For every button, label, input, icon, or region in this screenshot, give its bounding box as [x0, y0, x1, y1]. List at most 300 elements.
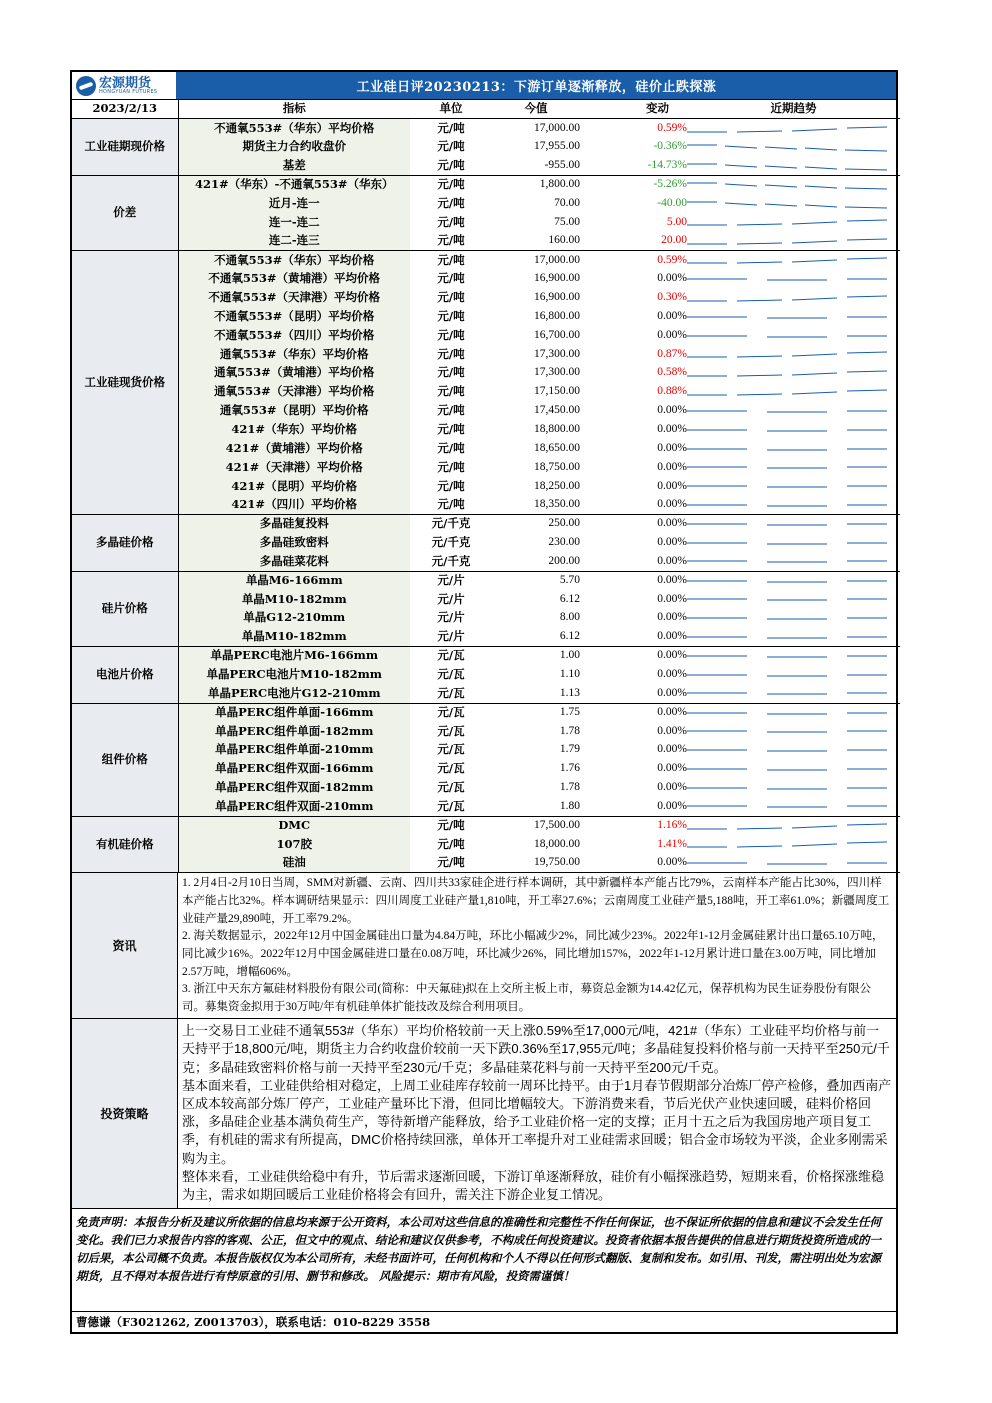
sparkline-icon — [687, 478, 887, 494]
sparkline-icon — [687, 742, 887, 758]
table-row — [72, 665, 900, 684]
sparkline-icon — [687, 818, 887, 834]
table-row — [72, 533, 900, 552]
sparkline-icon — [687, 271, 887, 287]
strategy-paragraph: 上一交易日工业硅不通氧553#（华东）平均价格较前一天上涨0.59%至17,000元/吨，421#（华东）工业硅平均价格与前一天持平于18,800元/吨，期货主力合约收盘价较前一天下跌0.36%至17,955元/吨；多晶硅复投料价格与前一天持平至250元/千克；多晶硅致密料价格与前一天持平至230元/千克；多晶硅菜花料与前一天持平至200元/千克。 — [182, 1023, 890, 1075]
indicator-name: 近月-连一 — [178, 194, 410, 213]
unit: 元/吨 — [410, 496, 492, 515]
indicator-name: 期货主力合约收盘价 — [178, 138, 410, 157]
unit: 元/吨 — [437, 440, 465, 455]
indicator-name: 421#（华东）平均价格 — [178, 420, 410, 439]
indicator-name: 单晶PERC电池片G12-210mm — [178, 684, 410, 703]
disclaimer-text: 免责声明：本报告分析及建议所依据的信息均来源于公开资料，本公司对这些信息的准确性和完整性不作任何保证，也不保证所依据的信息和建议不会发生任何变化。我们已力求报告内容的客观、公正，但文中的观点、结论和建议仅供参考，不构成任何投资建议。投资者依据本报告提供的信息进行期货投资所造成的一切后果，本公司概不负责。本报告版权仅为本公司所有，未经书面许可，任何机构和个人不得以任何形式翻版、复制和发布。如引用、刊发，需注明出处为宏源期货，且不得对本报告进行有悖原意的引用、删节和修改。 — [76, 1215, 881, 1284]
indicator-name: 单晶M10-182mm — [178, 590, 410, 609]
report — [70, 70, 898, 1334]
unit: 元/片 — [437, 610, 465, 625]
unit: 元/吨 — [437, 120, 465, 135]
section-label: 组件价格 — [72, 703, 178, 816]
change-value: 0.00% — [657, 309, 687, 322]
trend-sparkline — [687, 439, 900, 458]
current-value: 18,650.00 — [534, 441, 580, 454]
indicator-name: 多晶硅菜花料 — [178, 552, 410, 571]
table-row — [72, 628, 900, 647]
current-value: 18,800.00 — [534, 423, 580, 436]
current-value: 1.00 — [559, 649, 580, 662]
table-row — [72, 383, 900, 402]
change-value: 0.00% — [657, 404, 687, 417]
trend-sparkline — [687, 722, 900, 741]
change-value: 0.00% — [657, 536, 687, 549]
trend-sparkline — [687, 628, 900, 647]
trend-sparkline — [687, 138, 900, 157]
unit: 元/吨 — [437, 139, 465, 154]
current-value: 17,450.00 — [534, 404, 580, 417]
unit: 元/瓦 — [410, 797, 492, 816]
col-header-trend: 近期趋势 — [687, 100, 900, 119]
trend-sparkline — [687, 665, 900, 684]
sparkline-icon — [687, 365, 887, 381]
change-value: 0.00% — [657, 592, 687, 605]
news-label: 资讯 — [72, 873, 178, 1018]
unit: 元/吨 — [410, 157, 492, 176]
indicator-name: 421#（华东）-不通氧553#（华东） — [178, 175, 410, 194]
change-value: 0.00% — [657, 517, 687, 530]
change-value: 0.00% — [657, 705, 687, 718]
section-label: 工业硅期现价格 — [72, 119, 178, 176]
change-value: -14.73% — [580, 157, 687, 176]
indicator-name: 不通氧553#（四川）平均价格 — [178, 326, 410, 345]
risk-warning: 风险提示：期市有风险，投资需谨慎！ — [379, 1269, 575, 1284]
sparkline-icon — [687, 121, 887, 137]
strategy-body — [178, 1019, 896, 1208]
current-value: 200.00 — [492, 552, 580, 571]
sparkline-icon — [687, 403, 887, 419]
change-value: 0.59% — [657, 121, 687, 134]
current-value: 1.80 — [492, 797, 580, 816]
change-value: 0.00% — [657, 649, 687, 662]
current-value: 75.00 — [554, 215, 580, 228]
indicator-name: 421#（昆明）平均价格 — [178, 477, 410, 496]
logo-name-en: HONGYUAN FUTURES — [99, 88, 158, 95]
current-value: 16,900.00 — [534, 272, 580, 285]
sparkline-icon — [687, 610, 887, 626]
section-label: 工业硅现货价格 — [72, 251, 178, 515]
current-value: 230.00 — [548, 536, 580, 549]
strategy-label: 投资策略 — [72, 1019, 178, 1208]
trend-sparkline — [687, 458, 900, 477]
change-value: 0.00% — [657, 460, 687, 473]
table-row — [72, 326, 900, 345]
col-header-change: 变动 — [580, 100, 687, 119]
indicator-name: 连二-连三 — [178, 232, 410, 251]
table-row — [72, 119, 900, 138]
change-value: 0.00% — [657, 667, 687, 680]
sparkline-icon — [687, 328, 887, 344]
table-row — [72, 854, 900, 873]
indicator-name: 不通氧553#（昆明）平均价格 — [178, 307, 410, 326]
trend-sparkline — [687, 402, 900, 421]
current-value: 17,150.00 — [534, 385, 580, 398]
table-header-row — [72, 100, 900, 119]
current-value: 1.10 — [559, 667, 580, 680]
price-table — [72, 100, 900, 873]
trend-sparkline — [687, 797, 900, 816]
sparkline-icon — [687, 309, 887, 325]
table-row — [72, 138, 900, 157]
change-value: 0.87% — [657, 347, 687, 360]
current-value: 1.75 — [559, 705, 580, 718]
sparkline-icon — [687, 384, 887, 400]
sparkline-icon — [687, 591, 887, 607]
unit: 元/吨 — [437, 195, 465, 210]
sparkline-icon — [687, 139, 887, 155]
change-value: 0.00% — [580, 496, 687, 515]
trend-sparkline — [687, 609, 900, 628]
indicator-name: 通氧553#（黄埔港）平均价格 — [178, 364, 410, 383]
news-item: 2. 海关数据显示，2022年12月中国金属硅出口量为4.84万吨，环比小幅减少2%，同比减少23%。2022年1-12月金属硅累计出口量65.10万吨，同比减少16%。2022年12月中国金属硅进口量在0.08万吨，环比减少26%，同比增加157%，2022年1-12月累计进口量在3.00万吨，同比增加2.57万吨，增幅606%。 — [182, 930, 884, 978]
sparkline-icon — [687, 233, 887, 249]
sparkline-icon — [687, 516, 887, 532]
current-value: 17,000.00 — [534, 253, 580, 266]
indicator-name: 单晶PERC电池片M6-166mm — [178, 646, 410, 665]
indicator-name: 单晶M6-166mm — [178, 571, 410, 590]
current-value: 1.78 — [559, 781, 580, 794]
trend-sparkline — [687, 854, 900, 873]
table-row — [72, 345, 900, 364]
unit: 元/吨 — [437, 403, 465, 418]
trend-sparkline — [687, 552, 900, 571]
unit: 元/瓦 — [437, 780, 465, 795]
section-label: 硅片价格 — [72, 571, 178, 646]
trend-sparkline — [687, 684, 900, 703]
unit: 元/吨 — [437, 290, 465, 305]
indicator-name: 421#（天津港）平均价格 — [178, 458, 410, 477]
trend-sparkline — [687, 571, 900, 590]
trend-sparkline — [687, 383, 900, 402]
table-row — [72, 458, 900, 477]
current-value: 1.79 — [559, 743, 580, 756]
table-row — [72, 477, 900, 496]
trend-sparkline — [687, 741, 900, 760]
sparkline-icon — [687, 459, 887, 475]
table-row — [72, 835, 900, 854]
sparkline-icon — [687, 667, 887, 683]
current-value: 19,750.00 — [492, 854, 580, 873]
indicator-name: 421#（黄埔港）平均价格 — [178, 439, 410, 458]
indicator-name: 不通氧553#（华东）平均价格 — [178, 119, 410, 138]
indicator-name: 不通氧553#（天津港）平均价格 — [178, 288, 410, 307]
news-item: 3. 浙江中天东方氟硅材料股份有限公司(简称：中天氟硅)拟在上交所主板上市，募资总金额为14.42亿元，保荐机构为民生证券股份有限公司。募集资金拟用于30万吨/年有机硅单体扩能技改及综合利用项目。 — [182, 983, 872, 1014]
current-value: 18,750.00 — [534, 460, 580, 473]
unit: 元/吨 — [410, 232, 492, 251]
unit: 元/吨 — [437, 365, 465, 380]
sparkline-icon — [687, 441, 887, 457]
trend-sparkline — [687, 270, 900, 289]
current-value: 18,250.00 — [534, 479, 580, 492]
current-value: 16,700.00 — [534, 328, 580, 341]
news-item: 1. 2月4日-2月10日当周，SMM对新疆、云南、四川共33家硅企进行样本调研，其中新疆样本产能占比79%，云南样本产能占比30%，四川样本产能占比32%。样本调研结果显示：四川周度工业硅产量1,810吨，开工率27.6%；云南周度工业硅产量5,188吨，开工率61.0%；新疆周度工业硅产量29,890吨，开工率79.2%。 — [182, 877, 890, 925]
table-row — [72, 703, 900, 722]
table-row — [72, 307, 900, 326]
table-row — [72, 590, 900, 609]
indicator-name: 连一-连二 — [178, 213, 410, 232]
change-value: 0.00% — [580, 854, 687, 873]
change-value: 0.00% — [657, 328, 687, 341]
sparkline-icon — [687, 761, 887, 777]
current-value: 17,955.00 — [534, 140, 580, 153]
indicator-name: 多晶硅致密料 — [178, 533, 410, 552]
sparkline-icon — [687, 648, 887, 664]
change-value: -0.36% — [653, 140, 687, 153]
trend-sparkline — [687, 760, 900, 779]
change-value: 1.16% — [657, 818, 687, 831]
change-value: 0.59% — [657, 253, 687, 266]
indicator-name: 单晶PERC组件双面-210mm — [178, 797, 410, 816]
news-body — [178, 873, 896, 1018]
trend-sparkline — [687, 703, 900, 722]
sparkline-icon — [687, 196, 887, 212]
sparkline-icon — [687, 685, 887, 701]
change-value: 0.00% — [657, 611, 687, 624]
unit: 元/吨 — [437, 817, 465, 832]
indicator-name: 单晶PERC组件单面-210mm — [178, 741, 410, 760]
unit: 元/千克 — [410, 552, 492, 571]
unit: 元/千克 — [431, 535, 471, 550]
table-row — [72, 194, 900, 213]
indicator-name: 107胶 — [178, 835, 410, 854]
table-row — [72, 402, 900, 421]
change-value: 20.00 — [580, 232, 687, 251]
change-value: 0.00% — [657, 441, 687, 454]
current-value: 6.12 — [492, 628, 580, 647]
unit: 元/吨 — [437, 327, 465, 342]
current-value: 16,800.00 — [534, 309, 580, 322]
strategy-paragraph: 基本面来看，工业硅供给相对稳定，上周工业硅库存较前一周环比持平。由于1月春节假期部分冶炼厂停产检修，叠加西南产区成本较高部分炼厂停产，工业硅产量环比下滑，但同比增幅较大。下游消费来看，节后光伏产业快速回暖，硅料价格回涨，多晶硅企业基本满负荷生产，等待新增产能释放，给予工业硅价格一定的支撑；正月十五之后为我国房地产项目复工季，有机硅的需求有所提高，DMC价格持续回涨，单体开工率提升对工业硅需求回暖；铝合金市场较为平淡，企业多刚需采购为主。 — [182, 1077, 892, 1166]
current-value: 16,900.00 — [534, 291, 580, 304]
trend-sparkline — [687, 590, 900, 609]
unit: 元/吨 — [410, 854, 492, 873]
trend-sparkline — [687, 232, 900, 251]
trend-sparkline — [687, 251, 900, 270]
report-header — [72, 72, 896, 100]
logo-icon — [76, 76, 96, 96]
indicator-name: 单晶PERC组件双面-166mm — [178, 760, 410, 779]
current-value: 160.00 — [492, 232, 580, 251]
current-value: -955.00 — [492, 157, 580, 176]
change-value: 0.00% — [580, 552, 687, 571]
indicator-name: 通氧553#（华东）平均价格 — [178, 345, 410, 364]
sparkline-icon — [687, 497, 887, 513]
table-row — [72, 741, 900, 760]
trend-sparkline — [687, 496, 900, 515]
unit: 元/瓦 — [437, 761, 465, 776]
unit: 元/片 — [437, 573, 465, 588]
company-logo — [72, 72, 177, 99]
table-row — [72, 552, 900, 571]
sparkline-icon — [687, 214, 887, 230]
section-label: 有机硅价格 — [72, 816, 178, 873]
unit: 元/吨 — [437, 478, 465, 493]
unit: 元/吨 — [437, 252, 465, 267]
sparkline-icon — [687, 535, 887, 551]
table-row — [72, 251, 900, 270]
change-value: 0.00% — [657, 762, 687, 775]
table-row — [72, 646, 900, 665]
indicator-name: DMC — [178, 816, 410, 835]
unit: 元/吨 — [437, 271, 465, 286]
unit: 元/瓦 — [410, 684, 492, 703]
disclaimer — [72, 1209, 896, 1312]
table-row — [72, 420, 900, 439]
table-row — [72, 496, 900, 515]
unit: 元/吨 — [437, 384, 465, 399]
current-value: 18,000.00 — [534, 837, 580, 850]
table-row — [72, 571, 900, 590]
indicator-name: 基差 — [178, 157, 410, 176]
sparkline-icon — [687, 422, 887, 438]
report-date: 2023/2/13 — [72, 100, 178, 119]
sparkline-icon — [687, 290, 887, 306]
indicator-name: 不通氧553#（华东）平均价格 — [178, 251, 410, 270]
unit: 元/片 — [410, 628, 492, 647]
change-value: 0.88% — [657, 385, 687, 398]
table-row — [72, 175, 900, 194]
change-value: 0.00% — [580, 628, 687, 647]
indicator-name: 单晶PERC组件单面-182mm — [178, 722, 410, 741]
sparkline-icon — [687, 573, 887, 589]
trend-sparkline — [687, 157, 900, 176]
section-label: 价差 — [72, 175, 178, 250]
strategy-section — [72, 1019, 896, 1209]
unit: 元/吨 — [437, 177, 465, 192]
change-value: 0.30% — [657, 291, 687, 304]
current-value: 18,350.00 — [492, 496, 580, 515]
table-row — [72, 684, 900, 703]
trend-sparkline — [687, 477, 900, 496]
logo-name-cn: 宏源期货 — [99, 75, 152, 91]
current-value: 17,000.00 — [534, 121, 580, 134]
unit: 元/千克 — [431, 516, 471, 531]
indicator-name: 不通氧553#（黄埔港）平均价格 — [178, 270, 410, 289]
current-value: 70.00 — [554, 196, 580, 209]
current-value: 250.00 — [548, 517, 580, 530]
trend-sparkline — [687, 288, 900, 307]
sparkline-icon — [687, 723, 887, 739]
trend-sparkline — [687, 533, 900, 552]
sparkline-icon — [687, 252, 887, 268]
indicator-name: 单晶M10-182mm — [178, 628, 410, 647]
unit: 元/瓦 — [437, 723, 465, 738]
change-value: 5.00 — [666, 215, 687, 228]
table-row — [72, 760, 900, 779]
trend-sparkline — [687, 420, 900, 439]
change-value: 0.00% — [657, 272, 687, 285]
table-row — [72, 232, 900, 251]
col-header-unit: 单位 — [410, 100, 492, 119]
table-row — [72, 722, 900, 741]
unit: 元/吨 — [437, 346, 465, 361]
trend-sparkline — [687, 835, 900, 854]
current-value: 1.13 — [492, 684, 580, 703]
indicator-name: 421#（四川）平均价格 — [178, 496, 410, 515]
unit: 元/吨 — [437, 836, 465, 851]
sparkline-icon — [687, 780, 887, 796]
strategy-paragraph: 整体来看，工业硅供给稳中有升，节后需求逐渐回暖，下游订单逐渐释放，硅价有小幅探涨趋势，短期来看，价格探涨维稳为主，需求如期回暖后工业硅价格将会有回升，需关注下游企业复工情况。 — [182, 1168, 885, 1202]
trend-sparkline — [687, 515, 900, 534]
current-value: 17,300.00 — [534, 347, 580, 360]
analyst-contact: 曹德谦（F3021262, Z0013703），联系电话：010-8229 3558 — [76, 1315, 431, 1330]
unit: 元/片 — [437, 591, 465, 606]
trend-sparkline — [687, 646, 900, 665]
news-section — [72, 873, 896, 1019]
table-row — [72, 288, 900, 307]
trend-sparkline — [687, 816, 900, 835]
report-title: 工业硅日评20230213：下游订单逐渐释放，硅价止跌探涨 — [177, 72, 896, 99]
unit: 元/瓦 — [437, 742, 465, 757]
current-value: 1,800.00 — [539, 178, 580, 191]
current-value: 6.12 — [559, 592, 580, 605]
unit: 元/吨 — [437, 422, 465, 437]
col-header-value: 今值 — [492, 100, 580, 119]
trend-sparkline — [687, 119, 900, 138]
trend-sparkline — [687, 364, 900, 383]
change-value: 0.00% — [657, 781, 687, 794]
indicator-name: 通氧553#（天津港）平均价格 — [178, 383, 410, 402]
indicator-name: 单晶G12-210mm — [178, 609, 410, 628]
current-value: 8.00 — [559, 611, 580, 624]
change-value: 0.00% — [657, 574, 687, 587]
trend-sparkline — [687, 326, 900, 345]
trend-sparkline — [687, 345, 900, 364]
table-row — [72, 778, 900, 797]
table-row — [72, 816, 900, 835]
indicator-name: 单晶PERC组件单面-166mm — [178, 703, 410, 722]
trend-sparkline — [687, 213, 900, 232]
table-row — [72, 797, 900, 816]
table-row — [72, 364, 900, 383]
change-value: 1.41% — [657, 837, 687, 850]
sparkline-icon — [687, 798, 887, 814]
sparkline-icon — [687, 158, 887, 174]
table-row — [72, 213, 900, 232]
table-row — [72, 270, 900, 289]
sparkline-icon — [687, 346, 887, 362]
indicator-name: 多晶硅复投料 — [178, 515, 410, 534]
unit: 元/吨 — [437, 459, 465, 474]
unit: 元/瓦 — [437, 704, 465, 719]
table-row — [72, 157, 900, 176]
change-value: 0.00% — [657, 423, 687, 436]
trend-sparkline — [687, 194, 900, 213]
col-header-indicator: 指标 — [178, 100, 410, 119]
table-row — [72, 439, 900, 458]
sparkline-icon — [687, 553, 887, 569]
unit: 元/吨 — [437, 308, 465, 323]
current-value: 17,300.00 — [534, 366, 580, 379]
table-row — [72, 515, 900, 534]
change-value: 0.00% — [580, 684, 687, 703]
current-value: 1.78 — [559, 724, 580, 737]
section-label: 电池片价格 — [72, 646, 178, 703]
change-value: 0.00% — [657, 743, 687, 756]
indicator-name: 单晶PERC组件双面-182mm — [178, 778, 410, 797]
current-value: 1.76 — [559, 762, 580, 775]
trend-sparkline — [687, 307, 900, 326]
section-label: 多晶硅价格 — [72, 515, 178, 572]
change-value: 0.00% — [657, 479, 687, 492]
current-value: 17,500.00 — [534, 818, 580, 831]
indicator-name: 硅油 — [178, 854, 410, 873]
